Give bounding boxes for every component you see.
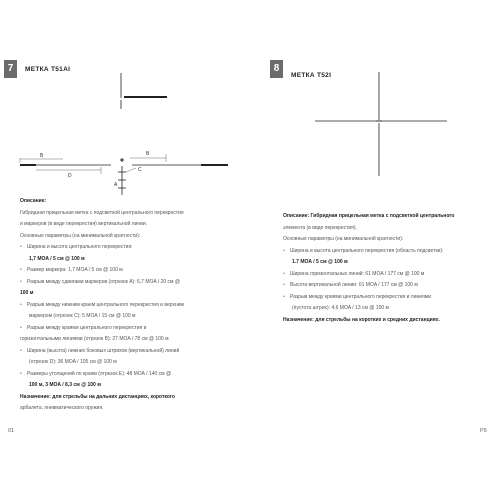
desc-line: и маркеров (в виде перекрестия) вертикальной линии. <box>20 221 148 227</box>
param-value: (пустота штрих): 4,6 MOA / 13 см @ 100 м <box>292 305 389 311</box>
param-value: (отрезок D): 36 MOA / 105 см @ 100 м <box>29 359 117 365</box>
param-item: Разрыв между краями центрального перекрестия и линиями <box>290 293 432 300</box>
param-item: Разрыв между краями центрального перекрестия и <box>27 324 147 331</box>
description-text: Описание: Гибридная прицельная метка с подсветкой центрального перекрестия и маркеров (в виде перекрестия) вертикальной линии. Основные параметры (на минимальной кратности): • Ширина и высота центрального перекрестия: 1,7 MOA / 5 см @ 100 м • Размер маркера: 1,7 MOA / 5 см @ 100 м • Разрыв между сдвигами маркеров (отрезок A): 6,7 MOA / 20 см @ 100 м • Разрыв между нижним краем центрального перекрестия и верхним маркером (отрезок C): 5 MOA / 15 см @ 100 м • Разрыв между краями центрального перекрестия и горизонтальными линиями (отрезок B): 27 MOA / 78 см @ 100 м • Ширина (высота) нижних боковых штрихов (вертикальной) линий (отрезок D): 36 MOA / 105 см @ 100 м • Размеры утолщений по краям (отрезок E): 48 MOA / 140 см @ 100 м, 3 MOA / 8,3 см @ 100 м Назначение: для стрельбы на дальних дистанциях, короткого арбалета, пневматического оружия. <box>20 196 184 415</box>
page-number: P9 <box>480 428 487 434</box>
dim-label-a: A <box>114 182 118 188</box>
param-item: Разрыв между сдвигами маркеров (отрезок A): 6,7 MOA / 20 см @ <box>27 278 180 285</box>
params-heading: Основные параметры (на минимальной кратности): <box>20 232 141 239</box>
param-item: Размер маркера: 1,7 MOA / 5 см @ 100 м <box>27 267 123 273</box>
description-heading: Описание: <box>20 198 47 204</box>
section-number-badge: 8 <box>270 60 283 78</box>
param-item: Ширина и высота центрального перекрестия: <box>27 244 133 250</box>
param-item: Ширина и высота центрального перекрестия (область подсветки): <box>290 247 444 254</box>
description-heading: Описание: Гибридная прицельная метка с подсветкой центрального <box>283 213 455 219</box>
reticle-title: МЕТКА T52I <box>291 72 332 79</box>
desc-line: элемента (в виде перекрестия). <box>283 224 357 231</box>
param-value: маркером (отрезок C): 5 MOA / 15 см @ 100 м <box>29 313 136 319</box>
page-number: 01 <box>8 428 15 434</box>
param-value: 1.7 MOA / 5 см @ 100 м <box>292 259 348 265</box>
param-item: Высота вертикальной линии: 61 MOA / 177 см @ 100 м <box>290 282 418 288</box>
param-value: 100 м, 3 MOA / 8,3 см @ 100 м <box>29 382 101 388</box>
param-item: Размеры утолщений по краям (отрезок E): 48 MOA / 140 см @ <box>27 370 172 377</box>
param-value: 100 м <box>20 290 34 296</box>
description-text: Описание: Гибридная прицельная метка с подсветкой центрального элемента (в виде перекрестия). Основные параметры (на минимальной кратности): • Ширина и высота центрального перекрестия (область подсветки): 1.7 MOA / 5 см @ 100 м • Ширина горизонтальных линий: 61 MOA / 177 см @ 100 м • Высота вертикальной линии: 61 MOA / 177 см @ 100 м • Разрыв между краями центрального перекрестия и линиями (пустота штрих): 4,6 MOA / 13 см @ 100 м Назначение: для стрельбы на коротких и средних дистанциях. <box>283 211 454 326</box>
reticle-title: МЕТКА Т51AI <box>25 66 71 73</box>
reticle-diagram <box>250 0 500 200</box>
purpose-text: Назначение: для стрельбы на коротких и средних дистанциях. <box>283 316 440 323</box>
param-item: Разрыв между нижним краем центрального перекрестия и верхним <box>27 301 184 308</box>
reticle-diagram <box>0 0 250 200</box>
params-heading: Основные параметры (на минимальной кратности): <box>283 236 404 242</box>
param-item: Ширина (высота) нижних боковых штрихов (вертикальной) линий <box>27 347 180 354</box>
purpose-text: арбалета, пневматического оружия. <box>20 405 104 411</box>
param-value: 1,7 MOA / 5 см @ 100 м <box>29 255 85 262</box>
dim-label-b-right: B <box>146 151 150 157</box>
dim-label-c: C <box>138 167 142 173</box>
dim-label-d: D <box>68 173 72 179</box>
right-page <box>250 0 500 500</box>
param-item: Ширина горизонтальных линий: 61 MOA / 177 см @ 100 м <box>290 270 425 277</box>
dim-label-b-left: B <box>40 153 44 159</box>
desc-line: Гибридная прицельная метка с подсветкой центрального перекрестия <box>20 209 184 216</box>
purpose-text: Назначение: для стрельбы на дальних дистанциях, короткого <box>20 393 175 400</box>
section-number-badge: 7 <box>4 60 17 78</box>
param-value: горизонтальными линиями (отрезок B): 27 MOA / 78 см @ 100 м <box>20 336 169 342</box>
